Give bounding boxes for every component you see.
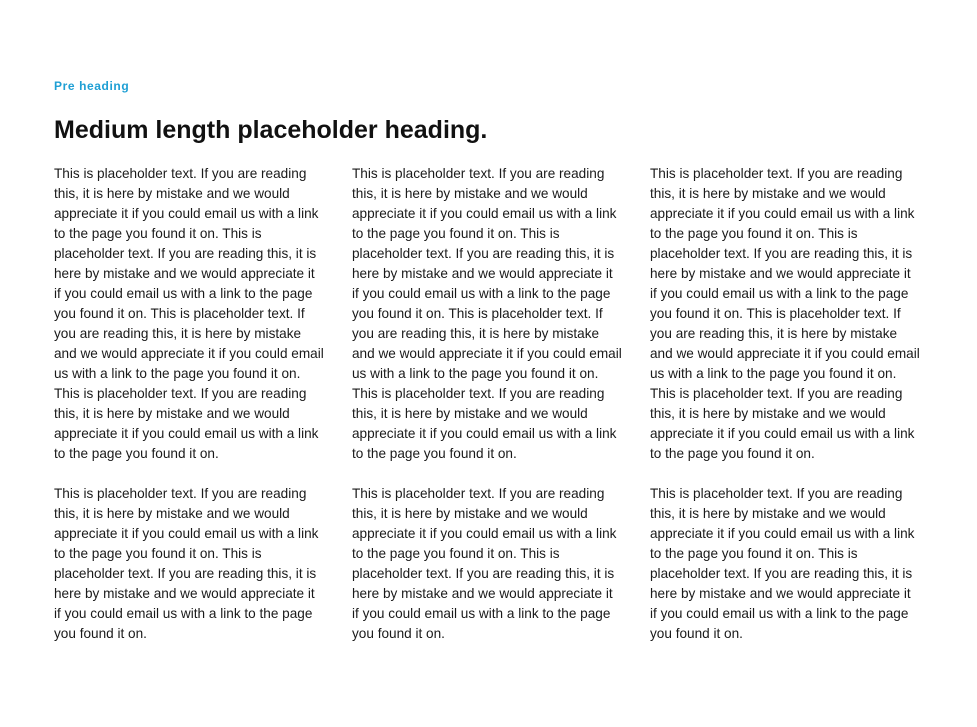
content-section — [54, 78, 924, 644]
column-1-paragraph-1: This is placeholder text. If you are reading this, it is here by mistake and we would appreciate it if you could email us with a link to the page you found it on. This is placeholder text. If you are reading this, it is here by mistake and we would appreciate it if you could email us with a link to the page you found it on. This is placeholder text. If you are reading this, it is here by mistake and we would appreciate it if you could email us with a link to the page you found it on. This is placeholder text. If you are reading this, it is here by mistake and we would appreciate it if you could email us with a link to the page you found it on. — [54, 166, 324, 461]
column-2-paragraph-2: This is placeholder text. If you are reading this, it is here by mistake and we would appreciate it if you could email us with a link to the page you found it on. This is placeholder text. If you are reading this, it is here by mistake and we would appreciate it if you could email us with a link to the page you found it on. — [352, 486, 617, 641]
column-3-paragraph-1: This is placeholder text. If you are reading this, it is here by mistake and we would appreciate it if you could email us with a link to the page you found it on. This is placeholder text. If you are reading this, it is here by mistake and we would appreciate it if you could email us with a link to the page you found it on. This is placeholder text. If you are reading this, it is here by mistake and we would appreciate it if you could email us with a link to the page you found it on. This is placeholder text. If you are reading this, it is here by mistake and we would appreciate it if you could email us with a link to the page you found it on. — [650, 166, 920, 461]
text-column-1 — [54, 164, 324, 644]
column-2-paragraph-1: This is placeholder text. If you are reading this, it is here by mistake and we would appreciate it if you could email us with a link to the page you found it on. This is placeholder text. If you are reading this, it is here by mistake and we would appreciate it if you could email us with a link to the page you found it on. This is placeholder text. If you are reading this, it is here by mistake and we would appreciate it if you could email us with a link to the page you found it on. This is placeholder text. If you are reading this, it is here by mistake and we would appreciate it if you could email us with a link to the page you found it on. — [352, 166, 622, 461]
column-1-paragraph-2: This is placeholder text. If you are reading this, it is here by mistake and we would appreciate it if you could email us with a link to the page you found it on. This is placeholder text. If you are reading this, it is here by mistake and we would appreciate it if you could email us with a link to the page you found it on. — [54, 486, 319, 641]
page-heading: Medium length placeholder heading. — [54, 116, 488, 144]
text-column-2 — [352, 164, 622, 644]
column-3-paragraph-2: This is placeholder text. If you are reading this, it is here by mistake and we would appreciate it if you could email us with a link to the page you found it on. This is placeholder text. If you are reading this, it is here by mistake and we would appreciate it if you could email us with a link to the page you found it on. — [650, 486, 915, 641]
text-column-3 — [650, 164, 920, 644]
text-columns — [54, 164, 924, 644]
pre-heading: Pre heading — [54, 79, 130, 93]
